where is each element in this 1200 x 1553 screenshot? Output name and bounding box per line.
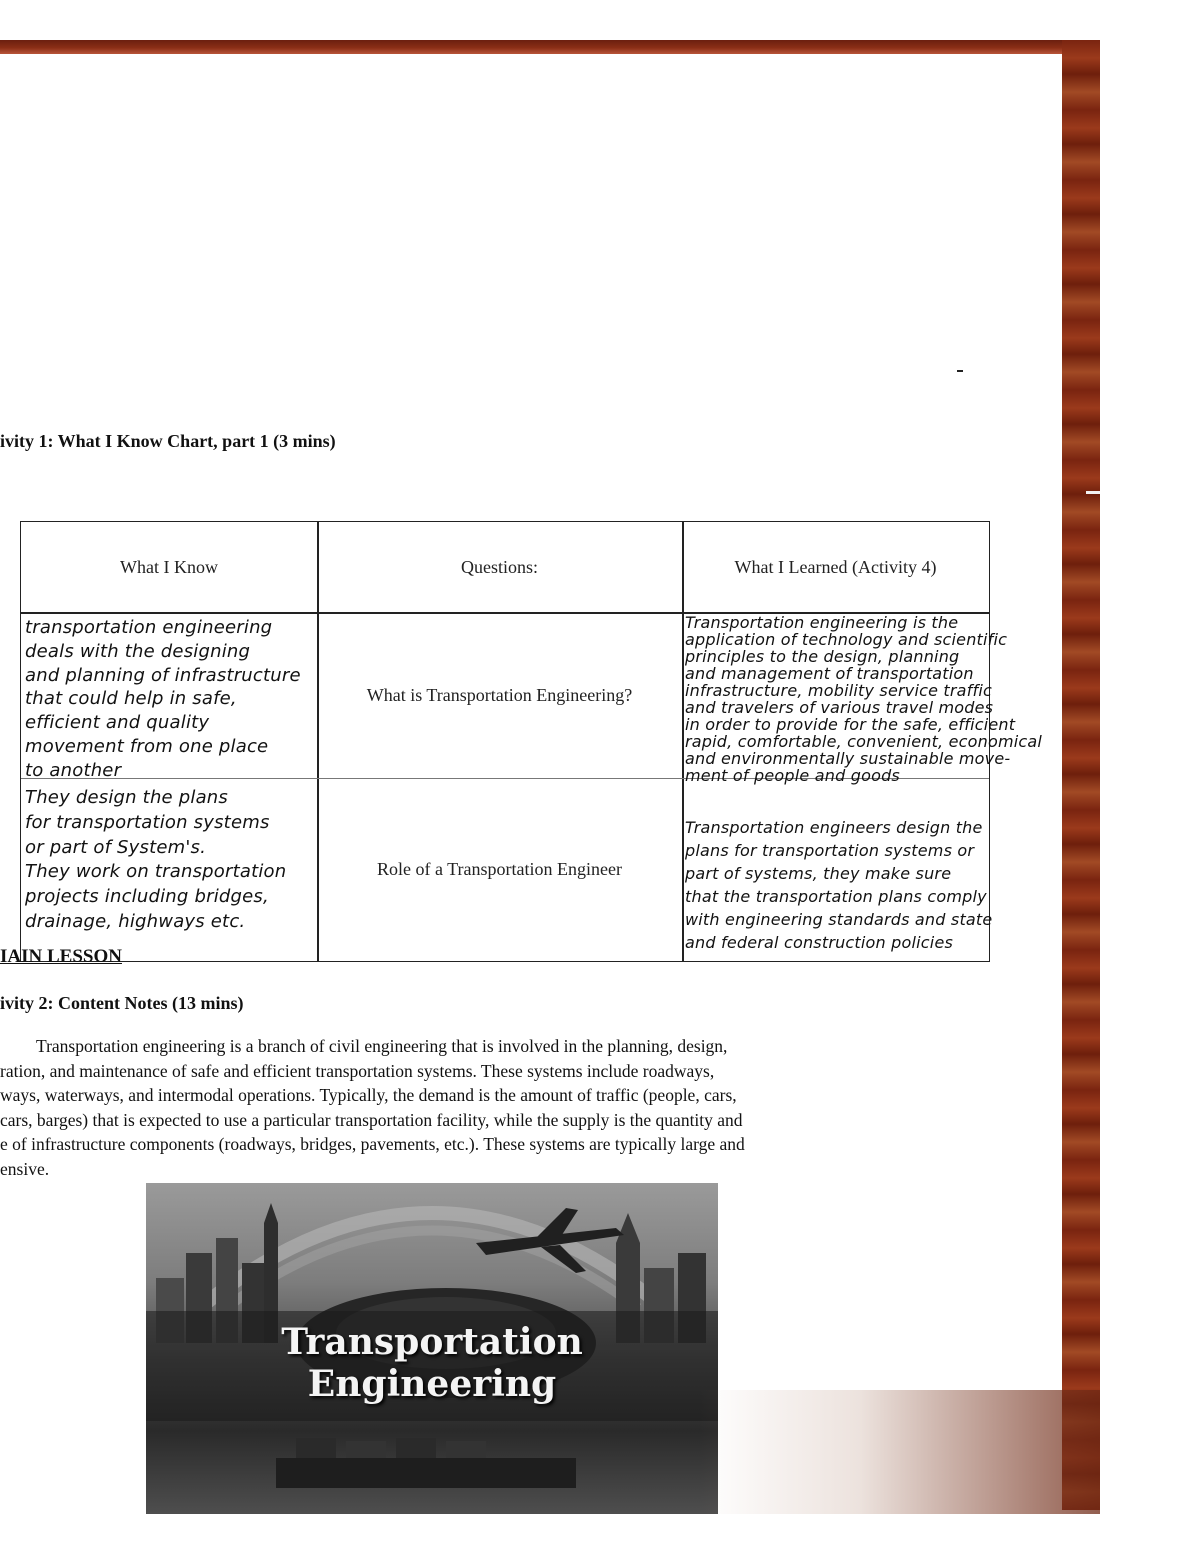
transportation-engineering-banner-image bbox=[146, 1183, 718, 1514]
header-what-i-learned: What I Learned (Activity 4) bbox=[734, 556, 937, 577]
content-notes-paragraph bbox=[0, 1034, 900, 1181]
main-lesson-heading: IAIN LESSON bbox=[0, 946, 122, 967]
header-questions: Questions: bbox=[460, 556, 538, 577]
stray-mark bbox=[957, 370, 963, 372]
edge-mark bbox=[1086, 491, 1100, 494]
paragraph-line: cars, barges) that is expected to use a particular transportation facility, while the supply is the quantity and bbox=[0, 1109, 743, 1130]
desk-edge-top bbox=[0, 40, 1100, 54]
row-2-what-i-learned-handwriting: Transportation engineers design the plans for transportation systems or part of systems, they make sure that the transportation plans comply with engineering standards and state and federal construction policies bbox=[685, 818, 993, 952]
row-1-question: What is Transportation Engineering? bbox=[366, 684, 633, 705]
row-2-question: Role of a Transportation Engineer bbox=[377, 859, 622, 879]
banner-title bbox=[146, 1321, 718, 1405]
activity-2-title: ivity 2: Content Notes (13 mins) bbox=[0, 993, 244, 1013]
paragraph-line: ration, and maintenance of safe and efficient transportation systems. These systems include roadways, bbox=[0, 1060, 715, 1081]
banner-title-line-1: Transportation bbox=[281, 1321, 583, 1363]
activity-1-title: ivity 1: What I Know Chart, part 1 (3 mins) bbox=[0, 431, 336, 451]
paragraph-line: ways, waterways, and intermodal operations. Typically, the demand is the amount of traffic (people, cars, bbox=[0, 1085, 737, 1105]
paragraph-line: e of infrastructure components (roadways, bridges, pavements, etc.). These systems are typically large and bbox=[0, 1134, 745, 1154]
paragraph-line: ensive. bbox=[0, 1158, 50, 1179]
header-what-i-know: What I Know bbox=[120, 556, 218, 577]
worksheet-page bbox=[0, 54, 1062, 1514]
row-2-what-i-know-handwriting: They design the plans for transportation systems or part of System's. They work on transportation projects including bridges, drainage, highways etc. bbox=[25, 787, 287, 933]
row-1-what-i-know-handwriting: transportation engineering deals with the designing and planning of infrastructure that could help in safe, efficient and quality movement from one place to another bbox=[25, 617, 301, 781]
photo-shadow bbox=[700, 1390, 1100, 1514]
paragraph-line: Transportation engineering is a branch of civil engineering that is involved in the planning, design, bbox=[36, 1036, 728, 1056]
what-i-know-chart bbox=[20, 521, 1043, 962]
banner-title-line-2: Engineering bbox=[307, 1363, 557, 1405]
row-1-what-i-learned-handwriting: Transportation engineering is the application of technology and scientific principles to the design, planning and management of transportation infrastructure, mobility service traffic and travelers of various travel modes in order to provide for the safe, efficient rapid, comfortable, convenient, economical and environmentally sustainable move- ment of people and goods bbox=[685, 613, 1043, 785]
